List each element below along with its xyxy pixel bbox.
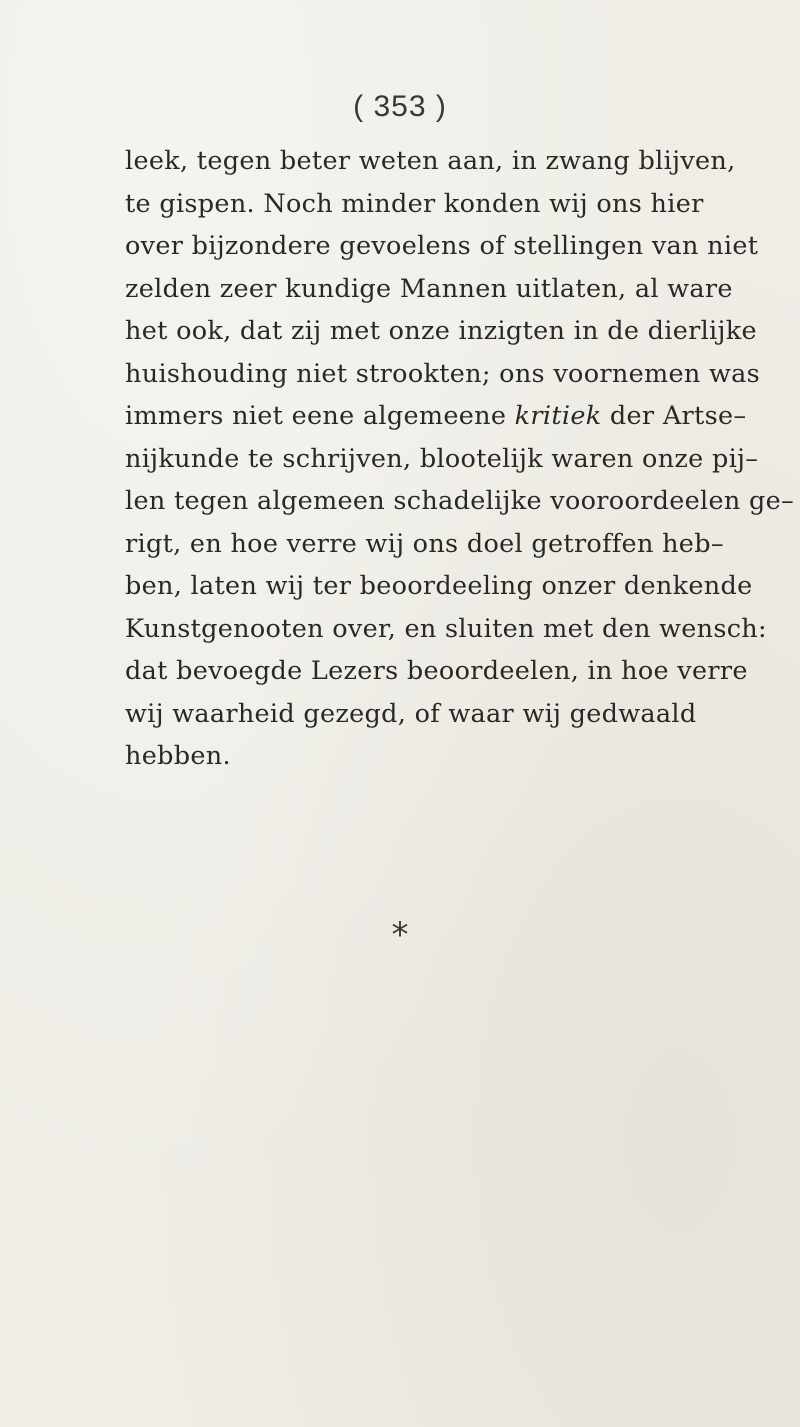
text-line-7-start: immers niet eene algemeene: [125, 401, 507, 431]
text-line-11: ben, laten wij ter beoordeeling onzer denkende: [125, 571, 753, 601]
text-line-6: huishouding niet strookten; ons voornemen was: [125, 358, 760, 389]
body-text: [125, 140, 795, 778]
text-line-15: hebben.: [125, 741, 231, 771]
page-number: ( 353 ): [353, 90, 447, 123]
text-line-1: leek, tegen beter weten aan, in zwang blijven,: [125, 146, 736, 176]
text-line-7-end: der Artse–: [609, 401, 747, 431]
italic-word: kritiek: [514, 401, 602, 431]
text-line-10: rigt, en hoe verre wij ons doel getroffen heb–: [125, 528, 724, 559]
text-line-8: nijkunde te schrijven, blootelijk waren onze pij–: [125, 443, 759, 474]
text-line-7: [125, 395, 747, 438]
text-line-4: zelden zeer kundige Mannen uitlaten, al ware: [125, 273, 733, 304]
text-line-3: over bijzondere gevoelens of stellingen van niet: [125, 231, 759, 261]
text-line-12: Kunstgenooten over, en sluiten met den wensch:: [125, 613, 767, 644]
asterisk-ornament: *: [391, 915, 409, 955]
text-line-2: te gispen. Noch minder konden wij ons hier: [125, 188, 704, 219]
text-line-5: het ook, dat zij met onze inzigten in de dierlijke: [125, 316, 757, 346]
text-line-14: wij waarheid gezegd, of waar wij gedwaald: [125, 698, 697, 729]
text-line-13: dat bevoegde Lezers beoordeelen, in hoe verre: [125, 656, 748, 686]
text-line-9: len tegen algemeen schadelijke vooroordeelen ge–: [125, 486, 795, 516]
